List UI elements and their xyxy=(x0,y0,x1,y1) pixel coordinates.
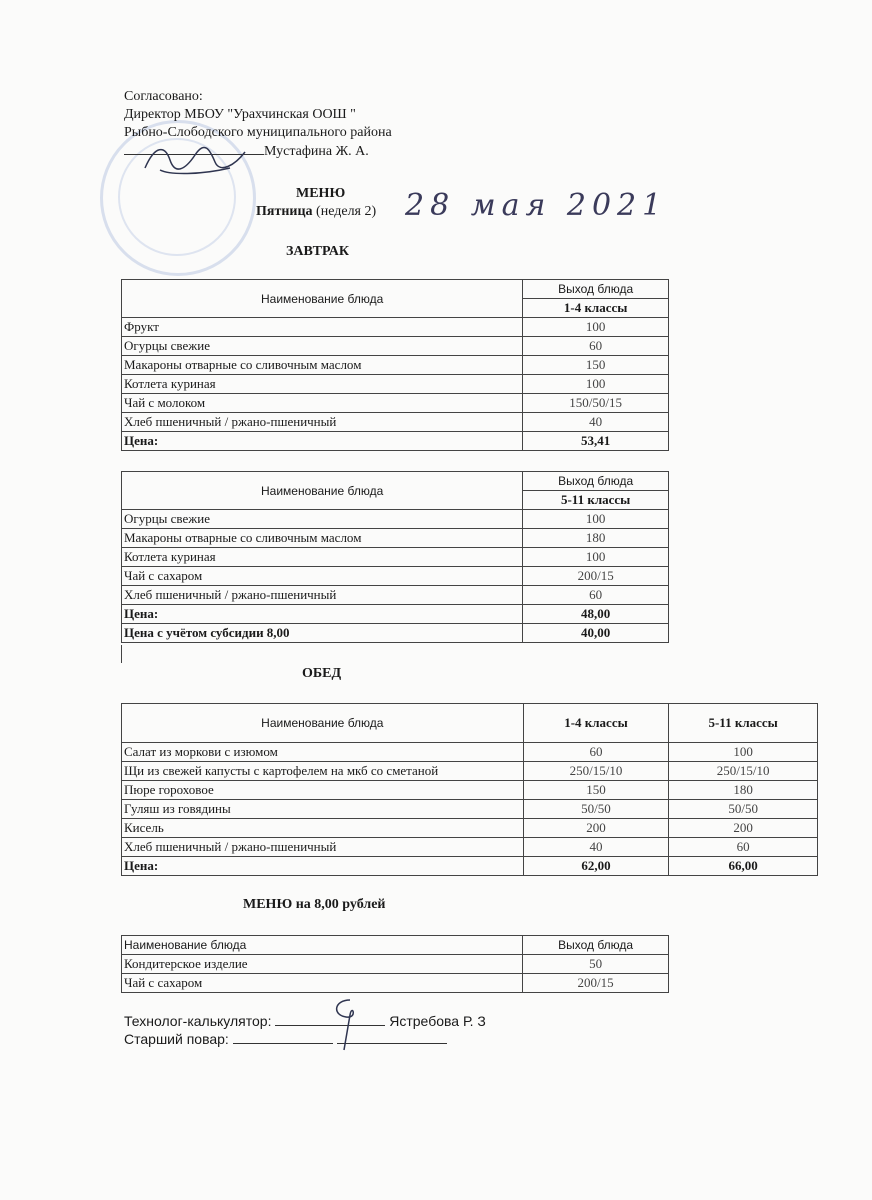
head-cook-signature-line-1 xyxy=(233,1031,333,1044)
table-row: Котлета куриная 100 xyxy=(122,375,669,394)
col-header-name: Наименование блюда xyxy=(122,280,523,318)
day-name: Пятница xyxy=(256,204,313,219)
col-header-1-4: 1-4 классы xyxy=(523,704,669,743)
col-header-output: Выход блюда xyxy=(523,936,669,955)
menu-title: МЕНЮ xyxy=(296,186,346,201)
approval-director: Директор МБОУ "Урахчинская ООШ " xyxy=(124,107,356,122)
col-header-output: Выход блюда xyxy=(523,472,669,491)
price-row: Цена: 53,41 xyxy=(122,432,669,451)
breakfast-table-5-11 xyxy=(121,471,669,643)
table-row: Фрукт 100 xyxy=(122,318,669,337)
table-row: Пюре гороховое 150 180 xyxy=(122,781,818,800)
head-cook-label: Старший повар: xyxy=(124,1031,229,1047)
technologist-signature xyxy=(322,995,372,1055)
table-row: Огурцы свежие 60 xyxy=(122,337,669,356)
col-header-name: Наименование блюда xyxy=(122,704,524,743)
col-header-name: Наименование блюда xyxy=(122,936,523,955)
table-row: Чай с молоком 150/50/15 xyxy=(122,394,669,413)
col-header-group: 1-4 классы xyxy=(523,299,669,318)
table-row: Огурцы свежие 100 xyxy=(122,510,669,529)
col-header-group: 5-11 классы xyxy=(523,491,669,510)
table-edge-line xyxy=(121,645,122,663)
table-row: Гуляш из говядины 50/50 50/50 xyxy=(122,800,818,819)
technologist-name: Ястребова Р. З xyxy=(389,1013,486,1029)
table-row: Чай с сахаром 200/15 xyxy=(122,974,669,993)
lunch-title: ОБЕД xyxy=(302,666,342,681)
menu8-title: МЕНЮ на 8,00 рублей xyxy=(243,897,386,912)
table-row: Макароны отварные со сливочным маслом 180 xyxy=(122,529,669,548)
subsidy-price-row: Цена с учётом субсидии 8,00 40,00 xyxy=(122,624,669,643)
table-row: Кисель 200 200 xyxy=(122,819,818,838)
table-row: Хлеб пшеничный / ржано-пшеничный 40 60 xyxy=(122,838,818,857)
footer-signatures xyxy=(124,1012,486,1048)
menu8-table xyxy=(121,935,669,993)
lunch-table xyxy=(121,703,818,876)
breakfast-title: ЗАВТРАК xyxy=(286,244,350,259)
table-row: Щи из свежей капусты с картофелем на мкб со сметаной 250/15/10 250/15/10 xyxy=(122,762,818,781)
price-row: Цена: 62,00 66,00 xyxy=(122,857,818,876)
table-row: Кондитерское изделие 50 xyxy=(122,955,669,974)
director-signature xyxy=(140,140,250,180)
price-row: Цена: 48,00 xyxy=(122,605,669,624)
table-row: Макароны отварные со сливочным маслом 150 xyxy=(122,356,669,375)
technologist-label: Технолог-калькулятор: xyxy=(124,1013,272,1029)
day-line xyxy=(256,204,376,220)
table-row: Хлеб пшеничный / ржано-пшеничный 40 xyxy=(122,413,669,432)
table-row: Хлеб пшеничный / ржано-пшеничный 60 xyxy=(122,586,669,605)
col-header-name: Наименование блюда xyxy=(122,472,523,510)
table-row: Котлета куриная 100 xyxy=(122,548,669,567)
week-number: (неделя 2) xyxy=(312,204,377,219)
approval-district: Рыбно-Слободского муниципального района xyxy=(124,125,392,140)
technologist-row xyxy=(124,1012,486,1030)
approval-signer: Мустафина Ж. А. xyxy=(264,144,369,159)
col-header-output: Выход блюда xyxy=(523,280,669,299)
col-header-5-11: 5-11 классы xyxy=(669,704,818,743)
table-row: Салат из моркови с изюмом 60 100 xyxy=(122,743,818,762)
approval-label: Согласовано: xyxy=(124,89,203,104)
head-cook-row xyxy=(124,1030,486,1048)
table-row: Чай с сахаром 200/15 xyxy=(122,567,669,586)
handwritten-date: 28 мая 2021 xyxy=(405,188,668,223)
breakfast-table-1-4 xyxy=(121,279,669,451)
